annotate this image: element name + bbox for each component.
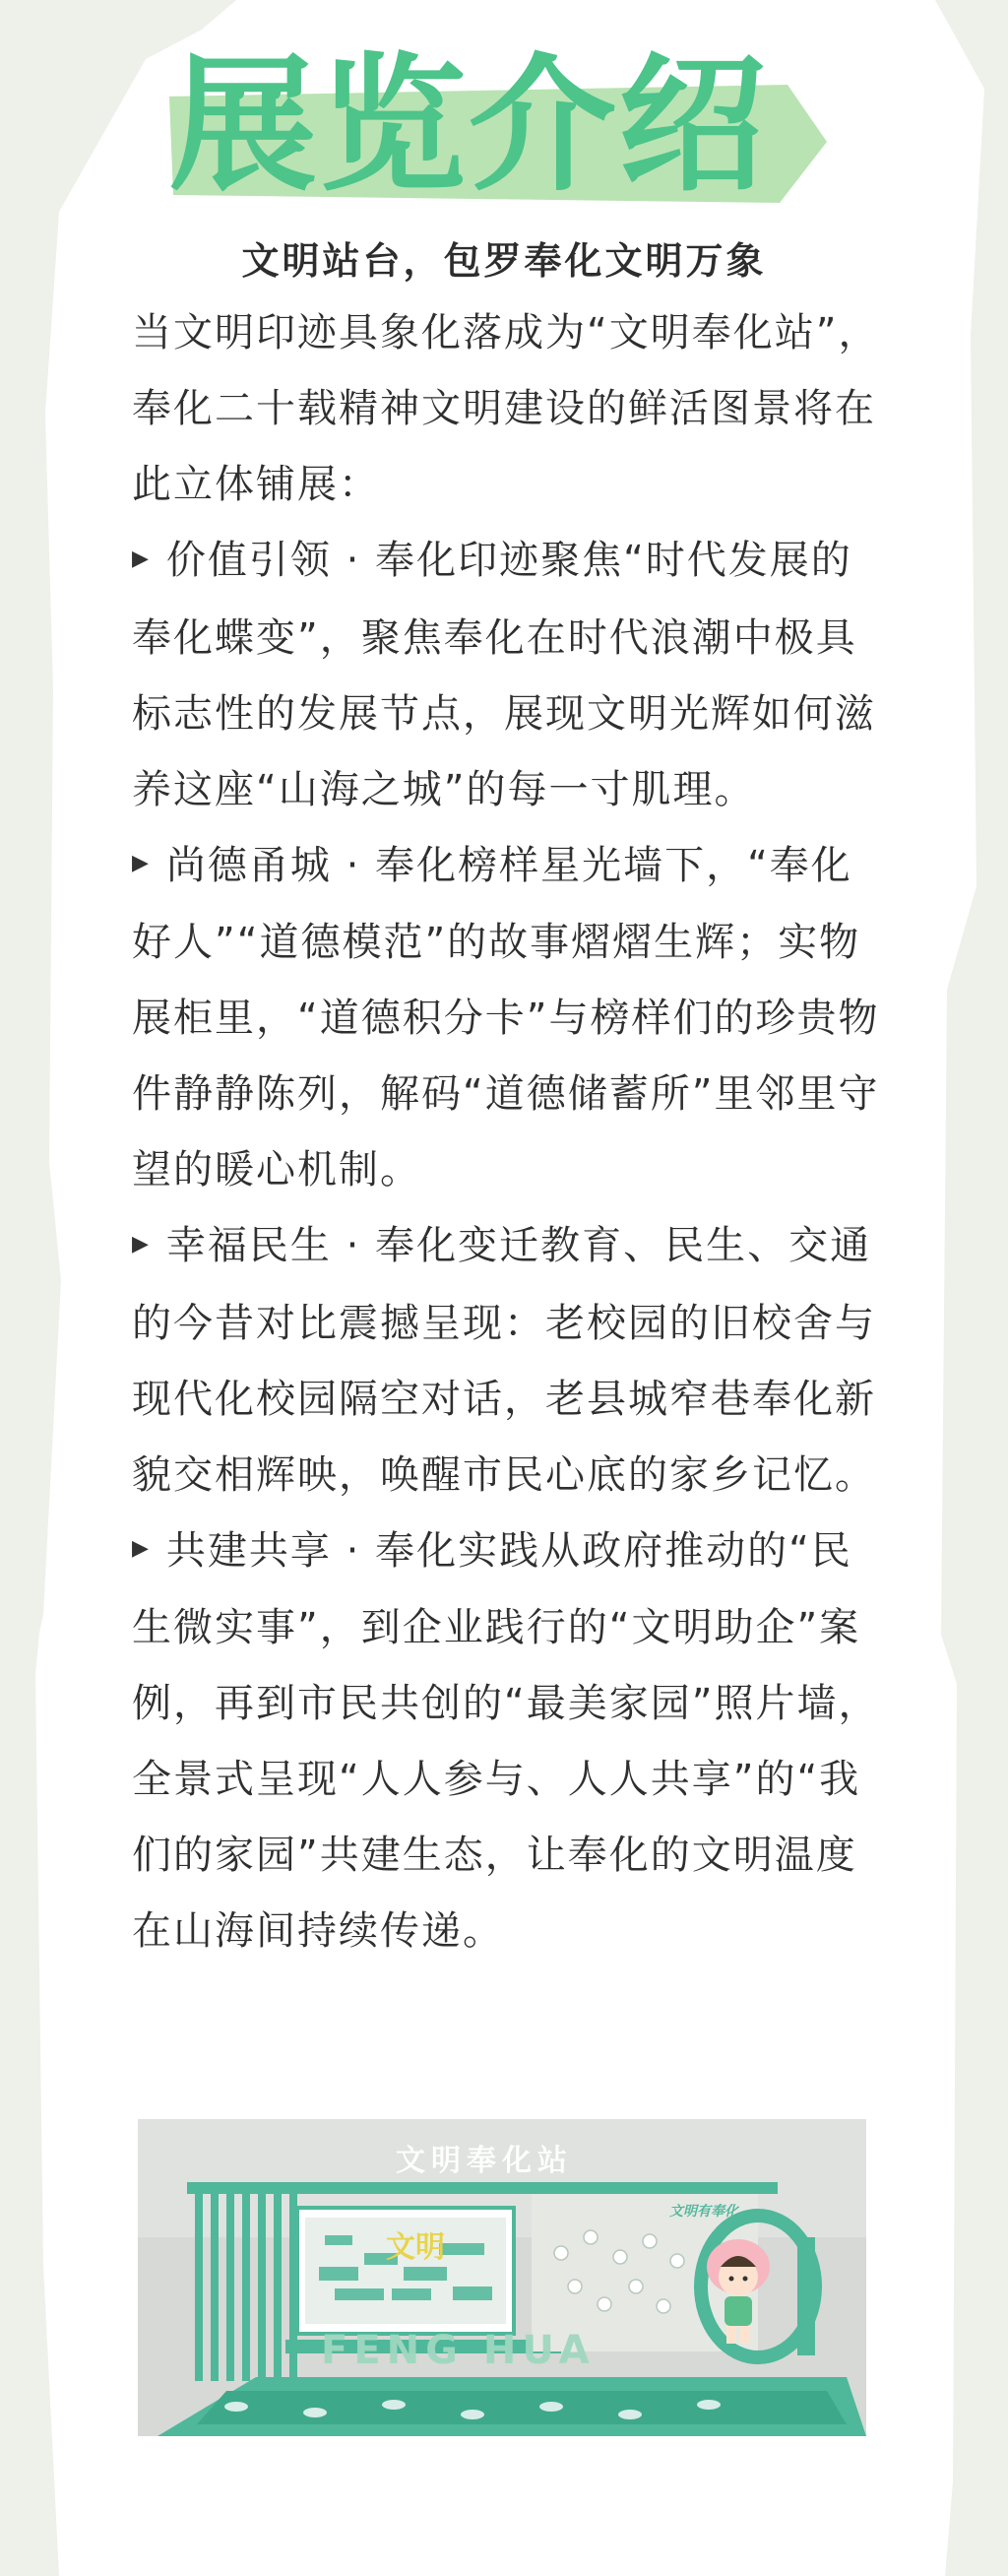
section-paragraph — [132, 828, 880, 1209]
intro-paragraph: 当文明印迹具象化落成为“文明奉化站”，奉化二十载精神文明建设的鲜活图景将在此立体铺展： — [132, 310, 880, 507]
section-text: 价值引领 · 奉化印迹聚焦“时代发展的奉化蝶变”，聚焦奉化在时代浪潮中极具标志性的发展节点，展现文明光辉如何滋养这座“山海之城”的每一寸肌理。 — [132, 538, 876, 812]
section-text: 幸福民生 · 奉化变迁教育、民生、交通的今昔对比震撼呈现：老校园的旧校舍与现代化校园隔空对话，老县城窄巷奉化新貌交相辉映，唤醒市民心底的家乡记忆。 — [132, 1223, 876, 1498]
section-paragraph — [132, 523, 880, 828]
page-subtitle: 文明站台，包罗奉化文明万象 — [241, 239, 767, 283]
triangle-bullet-icon: ▶ — [132, 546, 151, 571]
page-title: 展览介绍 — [169, 40, 769, 212]
floor-lettering: FENG HUA — [321, 2328, 596, 2373]
wall-heading: 文明有奉化 — [669, 2204, 738, 2220]
triangle-bullet-icon: ▶ — [132, 851, 151, 875]
station-chars: 文明 — [386, 2230, 445, 2265]
exhibition-rendering — [138, 2119, 866, 2436]
station-sign: 文明奉化站 — [396, 2144, 573, 2178]
section-text: 共建共享 · 奉化实践从政府推动的“民生微实事”，到企业践行的“文明助企”案例，再到市民共创的“最美家园”照片墙，全景式呈现“人人参与、人人共享”的“我们的家园”共建生态，让奉化的文明温度在山海间持续传递。 — [132, 1527, 880, 1954]
section-text: 尚德甬城 · 奉化榜样星光墙下，“奉化好人”“道德模范”的故事熠熠生辉；实物展柜里，“道德积分卡”与榜样们的珍贵物件静静陈列，解码“道德储蓄所”里邻里守望的暖心机制。 — [132, 842, 880, 1192]
triangle-bullet-icon: ▶ — [132, 1536, 151, 1561]
triangle-bullet-icon: ▶ — [132, 1231, 151, 1256]
section-paragraph — [132, 1513, 880, 1970]
article-body — [132, 295, 880, 1969]
section-paragraph — [132, 1208, 880, 1513]
